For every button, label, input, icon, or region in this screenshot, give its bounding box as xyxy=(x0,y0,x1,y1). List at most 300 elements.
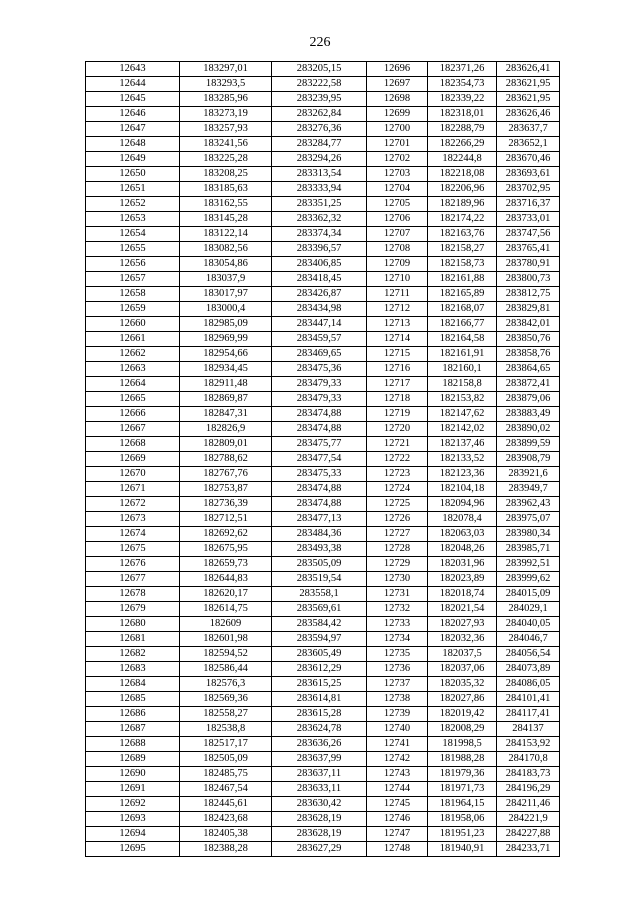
table-row xyxy=(86,107,560,122)
table-cell-coordinate-y: 283858,76 xyxy=(497,347,560,362)
table-cell-coordinate-x: 182218,08 xyxy=(428,167,497,182)
table-cell-coordinate-x: 183225,28 xyxy=(180,152,272,167)
table-cell-coordinate-x: 183054,86 xyxy=(180,257,272,272)
table-cell-coordinate-y: 283605,49 xyxy=(272,647,367,662)
table-cell-point-number: 12735 xyxy=(367,647,428,662)
table-cell-point-number: 12671 xyxy=(86,482,180,497)
table-row xyxy=(86,542,560,557)
table-cell-coordinate-x: 182206,96 xyxy=(428,182,497,197)
table-cell-point-number: 12707 xyxy=(367,227,428,242)
table-cell-coordinate-x: 181988,28 xyxy=(428,752,497,767)
table-cell-coordinate-y: 283883,49 xyxy=(497,407,560,422)
table-cell-point-number: 12729 xyxy=(367,557,428,572)
table-cell-coordinate-y: 283362,32 xyxy=(272,212,367,227)
table-cell-coordinate-x: 182021,54 xyxy=(428,602,497,617)
table-cell-point-number: 12673 xyxy=(86,512,180,527)
table-cell-coordinate-y: 284227,88 xyxy=(497,827,560,842)
table-cell-point-number: 12719 xyxy=(367,407,428,422)
table-row xyxy=(86,647,560,662)
table-cell-point-number: 12692 xyxy=(86,797,180,812)
table-cell-coordinate-y: 283477,13 xyxy=(272,512,367,527)
table-cell-coordinate-y: 283474,88 xyxy=(272,497,367,512)
table-cell-coordinate-y: 283222,58 xyxy=(272,77,367,92)
table-cell-point-number: 12652 xyxy=(86,197,180,212)
table-row xyxy=(86,482,560,497)
table-cell-coordinate-x: 182954,66 xyxy=(180,347,272,362)
table-cell-point-number: 12676 xyxy=(86,557,180,572)
table-cell-point-number: 12730 xyxy=(367,572,428,587)
table-cell-coordinate-x: 182753,87 xyxy=(180,482,272,497)
table-cell-point-number: 12706 xyxy=(367,212,428,227)
table-cell-coordinate-y: 283615,25 xyxy=(272,677,367,692)
table-cell-coordinate-y: 283716,37 xyxy=(497,197,560,212)
table-cell-point-number: 12657 xyxy=(86,272,180,287)
table-cell-coordinate-y: 283890,02 xyxy=(497,422,560,437)
table-cell-point-number: 12727 xyxy=(367,527,428,542)
table-cell-coordinate-x: 183297,01 xyxy=(180,62,272,77)
table-cell-coordinate-y: 284117,41 xyxy=(497,707,560,722)
table-cell-coordinate-y: 283921,6 xyxy=(497,467,560,482)
table-cell-point-number: 12685 xyxy=(86,692,180,707)
table-row xyxy=(86,842,560,857)
table-cell-coordinate-y: 284233,71 xyxy=(497,842,560,857)
table-row xyxy=(86,92,560,107)
table-cell-coordinate-x: 183185,63 xyxy=(180,182,272,197)
table-cell-coordinate-x: 183293,5 xyxy=(180,77,272,92)
table-cell-point-number: 12647 xyxy=(86,122,180,137)
table-cell-coordinate-x: 182161,88 xyxy=(428,272,497,287)
table-cell-coordinate-y: 283812,75 xyxy=(497,287,560,302)
table-row xyxy=(86,497,560,512)
table-cell-coordinate-x: 182048,26 xyxy=(428,542,497,557)
table-cell-point-number: 12699 xyxy=(367,107,428,122)
table-cell-point-number: 12703 xyxy=(367,167,428,182)
table-cell-coordinate-x: 183257,93 xyxy=(180,122,272,137)
table-cell-coordinate-x: 182712,51 xyxy=(180,512,272,527)
table-cell-coordinate-x: 182019,42 xyxy=(428,707,497,722)
table-cell-point-number: 12720 xyxy=(367,422,428,437)
table-cell-point-number: 12702 xyxy=(367,152,428,167)
table-cell-point-number: 12662 xyxy=(86,347,180,362)
table-cell-point-number: 12683 xyxy=(86,662,180,677)
table-cell-coordinate-x: 182339,22 xyxy=(428,92,497,107)
table-cell-point-number: 12725 xyxy=(367,497,428,512)
table-cell-point-number: 12678 xyxy=(86,587,180,602)
table-cell-coordinate-x: 182969,99 xyxy=(180,332,272,347)
table-cell-coordinate-y: 283519,54 xyxy=(272,572,367,587)
table-cell-coordinate-y: 283630,42 xyxy=(272,797,367,812)
table-cell-coordinate-y: 283469,65 xyxy=(272,347,367,362)
table-cell-coordinate-y: 283702,95 xyxy=(497,182,560,197)
table-cell-coordinate-x: 181998,5 xyxy=(428,737,497,752)
table-cell-coordinate-y: 283475,33 xyxy=(272,467,367,482)
table-cell-point-number: 12708 xyxy=(367,242,428,257)
table-row xyxy=(86,167,560,182)
table-cell-coordinate-x: 182445,61 xyxy=(180,797,272,812)
table-cell-point-number: 12737 xyxy=(367,677,428,692)
table-cell-coordinate-y: 283899,59 xyxy=(497,437,560,452)
table-cell-point-number: 12687 xyxy=(86,722,180,737)
table-cell-point-number: 12721 xyxy=(367,437,428,452)
table-cell-coordinate-x: 182037,5 xyxy=(428,647,497,662)
table-cell-coordinate-x: 182847,31 xyxy=(180,407,272,422)
table-row xyxy=(86,452,560,467)
table-cell-coordinate-y: 284196,29 xyxy=(497,782,560,797)
table-cell-coordinate-y: 283406,85 xyxy=(272,257,367,272)
table-cell-coordinate-x: 182288,79 xyxy=(428,122,497,137)
table-cell-coordinate-x: 182037,06 xyxy=(428,662,497,677)
table-row xyxy=(86,662,560,677)
table-cell-coordinate-y: 284153,92 xyxy=(497,737,560,752)
table-cell-coordinate-x: 182911,48 xyxy=(180,377,272,392)
table-cell-coordinate-y: 283626,46 xyxy=(497,107,560,122)
table-cell-coordinate-x: 183122,14 xyxy=(180,227,272,242)
table-cell-point-number: 12741 xyxy=(367,737,428,752)
table-cell-coordinate-y: 283569,61 xyxy=(272,602,367,617)
table-cell-point-number: 12668 xyxy=(86,437,180,452)
table-cell-coordinate-x: 182018,74 xyxy=(428,587,497,602)
table-cell-coordinate-x: 182644,83 xyxy=(180,572,272,587)
table-row xyxy=(86,422,560,437)
table-row xyxy=(86,827,560,842)
table-cell-point-number: 12684 xyxy=(86,677,180,692)
table-cell-coordinate-x: 182423,68 xyxy=(180,812,272,827)
table-cell-coordinate-y: 283434,98 xyxy=(272,302,367,317)
table-cell-coordinate-x: 182809,01 xyxy=(180,437,272,452)
table-cell-coordinate-y: 283262,84 xyxy=(272,107,367,122)
table-cell-coordinate-x: 183241,56 xyxy=(180,137,272,152)
table-cell-coordinate-x: 182614,75 xyxy=(180,602,272,617)
table-cell-coordinate-y: 283999,62 xyxy=(497,572,560,587)
table-cell-coordinate-x: 182063,03 xyxy=(428,527,497,542)
table-cell-coordinate-y: 283621,95 xyxy=(497,77,560,92)
table-cell-coordinate-y: 283474,88 xyxy=(272,422,367,437)
table-cell-coordinate-y: 283474,88 xyxy=(272,407,367,422)
table-cell-coordinate-y: 283747,56 xyxy=(497,227,560,242)
table-cell-coordinate-y: 283829,81 xyxy=(497,302,560,317)
table-cell-coordinate-x: 183162,55 xyxy=(180,197,272,212)
table-cell-coordinate-x: 182078,4 xyxy=(428,512,497,527)
table-cell-coordinate-x: 182189,96 xyxy=(428,197,497,212)
table-cell-coordinate-x: 181958,06 xyxy=(428,812,497,827)
table-cell-point-number: 12726 xyxy=(367,512,428,527)
table-row xyxy=(86,197,560,212)
table-cell-point-number: 12728 xyxy=(367,542,428,557)
table-row xyxy=(86,737,560,752)
table-cell-coordinate-x: 182153,82 xyxy=(428,392,497,407)
table-cell-coordinate-y: 283627,29 xyxy=(272,842,367,857)
table-cell-coordinate-y: 283333,94 xyxy=(272,182,367,197)
table-cell-coordinate-y: 283842,01 xyxy=(497,317,560,332)
table-cell-coordinate-y: 283447,14 xyxy=(272,317,367,332)
table-cell-coordinate-y: 283908,79 xyxy=(497,452,560,467)
table-row xyxy=(86,392,560,407)
table-cell-point-number: 12739 xyxy=(367,707,428,722)
table-cell-coordinate-y: 283633,11 xyxy=(272,782,367,797)
table-cell-coordinate-y: 283479,33 xyxy=(272,392,367,407)
table-cell-coordinate-x: 182027,93 xyxy=(428,617,497,632)
table-row xyxy=(86,437,560,452)
table-cell-point-number: 12712 xyxy=(367,302,428,317)
table-cell-point-number: 12731 xyxy=(367,587,428,602)
table-cell-point-number: 12666 xyxy=(86,407,180,422)
table-cell-coordinate-x: 182008,29 xyxy=(428,722,497,737)
table-cell-coordinate-y: 284040,05 xyxy=(497,617,560,632)
table-cell-coordinate-y: 283985,71 xyxy=(497,542,560,557)
table-row xyxy=(86,467,560,482)
table-cell-coordinate-x: 182736,39 xyxy=(180,497,272,512)
table-cell-coordinate-y: 283626,41 xyxy=(497,62,560,77)
table-cell-coordinate-y: 283477,54 xyxy=(272,452,367,467)
table-cell-coordinate-y: 283624,78 xyxy=(272,722,367,737)
table-cell-point-number: 12663 xyxy=(86,362,180,377)
table-cell-point-number: 12689 xyxy=(86,752,180,767)
table-cell-point-number: 12675 xyxy=(86,542,180,557)
table-cell-coordinate-x: 182147,62 xyxy=(428,407,497,422)
table-cell-coordinate-y: 284183,73 xyxy=(497,767,560,782)
table-cell-coordinate-x: 182354,73 xyxy=(428,77,497,92)
table-cell-coordinate-x: 182675,95 xyxy=(180,542,272,557)
table-cell-point-number: 12717 xyxy=(367,377,428,392)
table-cell-point-number: 12649 xyxy=(86,152,180,167)
table-cell-coordinate-y: 283558,1 xyxy=(272,587,367,602)
table-cell-coordinate-x: 182158,73 xyxy=(428,257,497,272)
table-cell-coordinate-y: 283992,51 xyxy=(497,557,560,572)
table-cell-coordinate-x: 181979,36 xyxy=(428,767,497,782)
table-cell-coordinate-x: 183208,25 xyxy=(180,167,272,182)
table-cell-coordinate-x: 181951,23 xyxy=(428,827,497,842)
table-cell-coordinate-x: 183082,56 xyxy=(180,242,272,257)
table-cell-point-number: 12658 xyxy=(86,287,180,302)
table-cell-point-number: 12688 xyxy=(86,737,180,752)
table-cell-point-number: 12693 xyxy=(86,812,180,827)
table-cell-coordinate-x: 182244,8 xyxy=(428,152,497,167)
table-cell-coordinate-y: 283484,36 xyxy=(272,527,367,542)
table-cell-coordinate-y: 283733,01 xyxy=(497,212,560,227)
table-cell-coordinate-x: 182165,89 xyxy=(428,287,497,302)
table-cell-point-number: 12645 xyxy=(86,92,180,107)
table-cell-point-number: 12696 xyxy=(367,62,428,77)
table-cell-coordinate-x: 182692,62 xyxy=(180,527,272,542)
table-row xyxy=(86,347,560,362)
table-row xyxy=(86,692,560,707)
table-cell-point-number: 12660 xyxy=(86,317,180,332)
table-cell-coordinate-y: 283459,57 xyxy=(272,332,367,347)
table-row xyxy=(86,377,560,392)
table-cell-point-number: 12643 xyxy=(86,62,180,77)
table-cell-coordinate-y: 283693,61 xyxy=(497,167,560,182)
table-cell-coordinate-y: 283872,41 xyxy=(497,377,560,392)
table-cell-point-number: 12654 xyxy=(86,227,180,242)
table-cell-point-number: 12656 xyxy=(86,257,180,272)
table-row xyxy=(86,557,560,572)
table-cell-point-number: 12747 xyxy=(367,827,428,842)
table-cell-point-number: 12733 xyxy=(367,617,428,632)
table-cell-coordinate-y: 284101,41 xyxy=(497,692,560,707)
table-row xyxy=(86,527,560,542)
table-cell-point-number: 12674 xyxy=(86,527,180,542)
table-cell-point-number: 12670 xyxy=(86,467,180,482)
table-row xyxy=(86,287,560,302)
table-cell-point-number: 12736 xyxy=(367,662,428,677)
table-cell-coordinate-x: 182620,17 xyxy=(180,587,272,602)
table-row xyxy=(86,122,560,137)
table-cell-point-number: 12680 xyxy=(86,617,180,632)
table-cell-coordinate-x: 182166,77 xyxy=(428,317,497,332)
table-cell-coordinate-x: 182164,58 xyxy=(428,332,497,347)
table-row xyxy=(86,272,560,287)
table-cell-point-number: 12694 xyxy=(86,827,180,842)
table-cell-point-number: 12665 xyxy=(86,392,180,407)
table-cell-coordinate-y: 283850,76 xyxy=(497,332,560,347)
coordinates-table-body xyxy=(86,62,560,857)
table-cell-coordinate-x: 182163,76 xyxy=(428,227,497,242)
table-cell-coordinate-x: 182318,01 xyxy=(428,107,497,122)
table-row xyxy=(86,407,560,422)
table-cell-coordinate-x: 182985,09 xyxy=(180,317,272,332)
table-cell-point-number: 12738 xyxy=(367,692,428,707)
table-cell-coordinate-y: 283276,36 xyxy=(272,122,367,137)
table-cell-point-number: 12648 xyxy=(86,137,180,152)
table-cell-coordinate-x: 182104,18 xyxy=(428,482,497,497)
table-cell-coordinate-y: 284056,54 xyxy=(497,647,560,662)
table-cell-coordinate-y: 283493,38 xyxy=(272,542,367,557)
table-cell-point-number: 12734 xyxy=(367,632,428,647)
table-cell-coordinate-y: 283780,91 xyxy=(497,257,560,272)
table-cell-coordinate-x: 182405,38 xyxy=(180,827,272,842)
table-row xyxy=(86,77,560,92)
table-cell-coordinate-x: 183017,97 xyxy=(180,287,272,302)
table-row xyxy=(86,632,560,647)
table-row xyxy=(86,137,560,152)
table-cell-coordinate-x: 183037,9 xyxy=(180,272,272,287)
table-cell-point-number: 12700 xyxy=(367,122,428,137)
table-cell-coordinate-y: 283239,95 xyxy=(272,92,367,107)
table-cell-point-number: 12714 xyxy=(367,332,428,347)
table-cell-point-number: 12698 xyxy=(367,92,428,107)
table-cell-coordinate-x: 182137,46 xyxy=(428,437,497,452)
table-cell-point-number: 12690 xyxy=(86,767,180,782)
table-cell-coordinate-y: 284046,7 xyxy=(497,632,560,647)
table-cell-coordinate-x: 181940,91 xyxy=(428,842,497,857)
table-cell-point-number: 12672 xyxy=(86,497,180,512)
table-cell-coordinate-x: 182869,87 xyxy=(180,392,272,407)
table-cell-point-number: 12724 xyxy=(367,482,428,497)
table-cell-coordinate-y: 283205,15 xyxy=(272,62,367,77)
table-row xyxy=(86,707,560,722)
table-cell-coordinate-x: 182388,28 xyxy=(180,842,272,857)
table-cell-coordinate-y: 283612,29 xyxy=(272,662,367,677)
table-cell-point-number: 12732 xyxy=(367,602,428,617)
table-cell-point-number: 12651 xyxy=(86,182,180,197)
table-row xyxy=(86,752,560,767)
table-cell-coordinate-x: 182517,17 xyxy=(180,737,272,752)
table-cell-coordinate-y: 284086,05 xyxy=(497,677,560,692)
table-cell-coordinate-x: 182576,3 xyxy=(180,677,272,692)
table-row xyxy=(86,362,560,377)
table-cell-point-number: 12669 xyxy=(86,452,180,467)
table-cell-coordinate-y: 283637,7 xyxy=(497,122,560,137)
table-cell-coordinate-x: 182538,8 xyxy=(180,722,272,737)
table-cell-point-number: 12715 xyxy=(367,347,428,362)
table-cell-coordinate-x: 182266,29 xyxy=(428,137,497,152)
table-cell-point-number: 12748 xyxy=(367,842,428,857)
table-cell-coordinate-y: 284170,8 xyxy=(497,752,560,767)
table-cell-coordinate-x: 181971,73 xyxy=(428,782,497,797)
table-cell-point-number: 12723 xyxy=(367,467,428,482)
table-cell-point-number: 12722 xyxy=(367,452,428,467)
table-cell-coordinate-y: 283975,07 xyxy=(497,512,560,527)
table-cell-coordinate-y: 283479,33 xyxy=(272,377,367,392)
table-cell-point-number: 12709 xyxy=(367,257,428,272)
table-cell-coordinate-y: 283584,42 xyxy=(272,617,367,632)
table-row xyxy=(86,242,560,257)
table-cell-coordinate-y: 284211,46 xyxy=(497,797,560,812)
table-cell-coordinate-y: 283636,26 xyxy=(272,737,367,752)
table-cell-point-number: 12691 xyxy=(86,782,180,797)
coordinates-table xyxy=(85,61,560,857)
table-cell-coordinate-x: 182371,26 xyxy=(428,62,497,77)
table-row xyxy=(86,227,560,242)
table-cell-point-number: 12681 xyxy=(86,632,180,647)
table-cell-coordinate-y: 283628,19 xyxy=(272,812,367,827)
table-cell-coordinate-y: 283475,77 xyxy=(272,437,367,452)
table-cell-coordinate-x: 182160,1 xyxy=(428,362,497,377)
table-cell-point-number: 12711 xyxy=(367,287,428,302)
table-cell-point-number: 12661 xyxy=(86,332,180,347)
table-row xyxy=(86,587,560,602)
table-cell-coordinate-x: 182158,27 xyxy=(428,242,497,257)
table-cell-point-number: 12677 xyxy=(86,572,180,587)
table-row xyxy=(86,512,560,527)
table-cell-coordinate-x: 182601,98 xyxy=(180,632,272,647)
table-cell-coordinate-y: 284073,89 xyxy=(497,662,560,677)
table-row xyxy=(86,782,560,797)
table-row xyxy=(86,617,560,632)
table-cell-coordinate-x: 182032,36 xyxy=(428,632,497,647)
table-cell-coordinate-x: 182934,45 xyxy=(180,362,272,377)
table-cell-coordinate-y: 283313,54 xyxy=(272,167,367,182)
table-cell-coordinate-y: 283637,11 xyxy=(272,767,367,782)
table-cell-point-number: 12646 xyxy=(86,107,180,122)
table-cell-point-number: 12686 xyxy=(86,707,180,722)
table-cell-point-number: 12742 xyxy=(367,752,428,767)
table-cell-point-number: 12718 xyxy=(367,392,428,407)
table-cell-point-number: 12713 xyxy=(367,317,428,332)
table-cell-coordinate-y: 283505,09 xyxy=(272,557,367,572)
table-cell-coordinate-x: 183273,19 xyxy=(180,107,272,122)
table-cell-coordinate-x: 182788,62 xyxy=(180,452,272,467)
table-cell-point-number: 12710 xyxy=(367,272,428,287)
table-cell-coordinate-y: 283284,77 xyxy=(272,137,367,152)
table-cell-point-number: 12655 xyxy=(86,242,180,257)
table-cell-coordinate-y: 283879,06 xyxy=(497,392,560,407)
table-cell-coordinate-y: 283621,95 xyxy=(497,92,560,107)
table-cell-point-number: 12745 xyxy=(367,797,428,812)
table-cell-point-number: 12653 xyxy=(86,212,180,227)
table-cell-coordinate-x: 182094,96 xyxy=(428,497,497,512)
table-cell-coordinate-y: 284015,09 xyxy=(497,587,560,602)
table-row xyxy=(86,62,560,77)
table-row xyxy=(86,677,560,692)
table-cell-coordinate-y: 283949,7 xyxy=(497,482,560,497)
table-row xyxy=(86,572,560,587)
table-row xyxy=(86,152,560,167)
table-cell-point-number: 12682 xyxy=(86,647,180,662)
table-cell-point-number: 12705 xyxy=(367,197,428,212)
table-cell-coordinate-y: 283418,45 xyxy=(272,272,367,287)
table-row xyxy=(86,722,560,737)
